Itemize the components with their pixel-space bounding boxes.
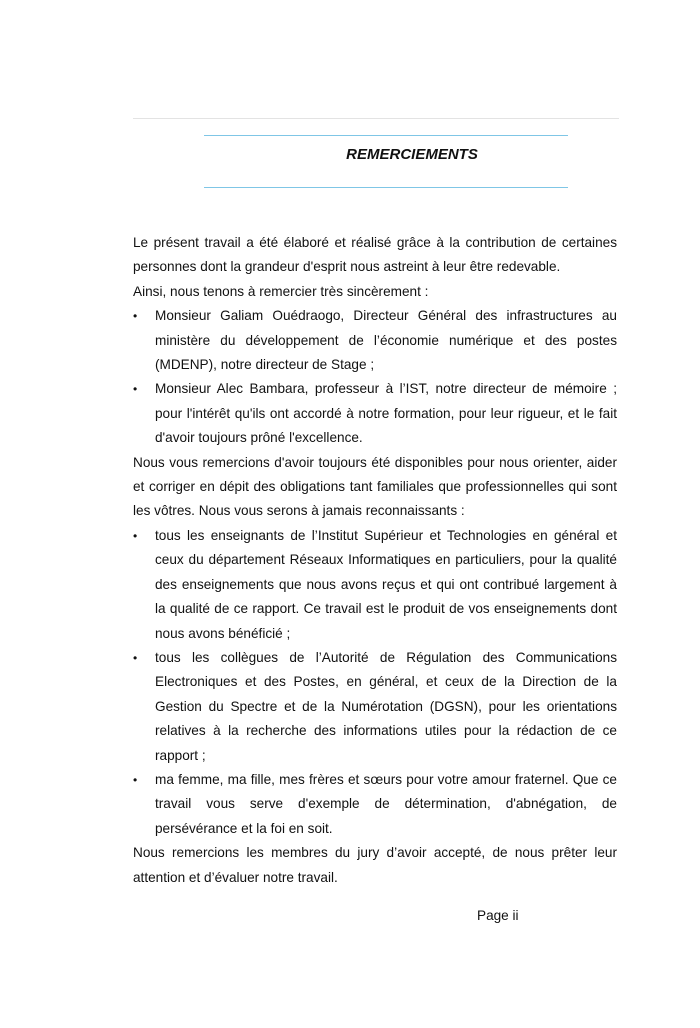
list-item	[133, 377, 617, 450]
title-rule-bottom	[204, 187, 568, 188]
list-item-text: ma femme, ma fille, mes frères et sœurs pour votre amour fraternel. Que ce travail vous serve d'exemple de détermination, d'abnégation, de persévérance et la foi en soit.	[155, 771, 617, 836]
list-item	[133, 304, 617, 377]
intro-paragraph: Le présent travail a été élaboré et réalisé grâce à la contribution de certaines personnes dont la grandeur d'esprit nous astreint à leur être redevable.	[133, 235, 617, 275]
page-title: REMERCIEMENTS	[346, 146, 478, 163]
list-item-text: Monsieur Alec Bambara, professeur à l’IST, notre directeur de mémoire ; pour l'intérêt qu'ils ont accordé à notre formation, pour leur rigueur, et le fait d'avoir toujours prôné l'excellence.	[155, 381, 617, 446]
bullet-icon: •	[133, 772, 138, 787]
list-item	[133, 768, 617, 841]
title-rule-top	[204, 135, 568, 136]
list-item	[133, 524, 617, 646]
second-thanks-list	[133, 524, 617, 841]
list-item	[133, 646, 617, 768]
bullet-icon: •	[133, 382, 138, 397]
header-rule	[133, 118, 619, 119]
bullet-icon: •	[133, 309, 138, 324]
bullet-icon: •	[133, 528, 138, 543]
closing-paragraph: Nous remercions les membres du jury d’avoir accepté, de nous prêter leur attention et d’évaluer notre travail.	[133, 845, 617, 885]
bullet-icon: •	[133, 650, 138, 665]
list-item-text: tous les enseignants de l’Institut Supérieur et Technologies en général et ceux du département Réseaux Informatiques en particuliers, pour la qualité des enseignements que nous avons reçus et qui ont contribué largement à la qualité de ce rapport. Ce travail est le produit de vos enseignements dont nous avons bénéficié ;	[155, 527, 617, 641]
thanks-intro: Ainsi, nous tenons à remercier très sincèrement :	[133, 283, 429, 299]
document-body	[133, 231, 617, 890]
list-item-text: tous les collègues de l’Autorité de Régulation des Communications Electroniques et des Postes, en général, et ceux de la Direction de la Gestion du Spectre et de la Numérotation (DGSN), pour les orientations relatives à la recherche des informations utiles pour la rédaction de ce rapport ;	[155, 649, 617, 763]
page-number: Page ii	[477, 908, 519, 923]
first-thanks-list	[133, 304, 617, 450]
list-item-text: Monsieur Galiam Ouédraogo, Directeur Général des infrastructures au ministère du développement de l’économie numérique et des postes (MDENP), notre directeur de Stage ;	[155, 308, 617, 373]
middle-paragraph: Nous vous remercions d'avoir toujours été disponibles pour nous orienter, aider et corriger en dépit des obligations tant familiales que professionnelles qui sont les vôtres. Nous vous serons à jamais reconnaissants :	[133, 454, 617, 519]
